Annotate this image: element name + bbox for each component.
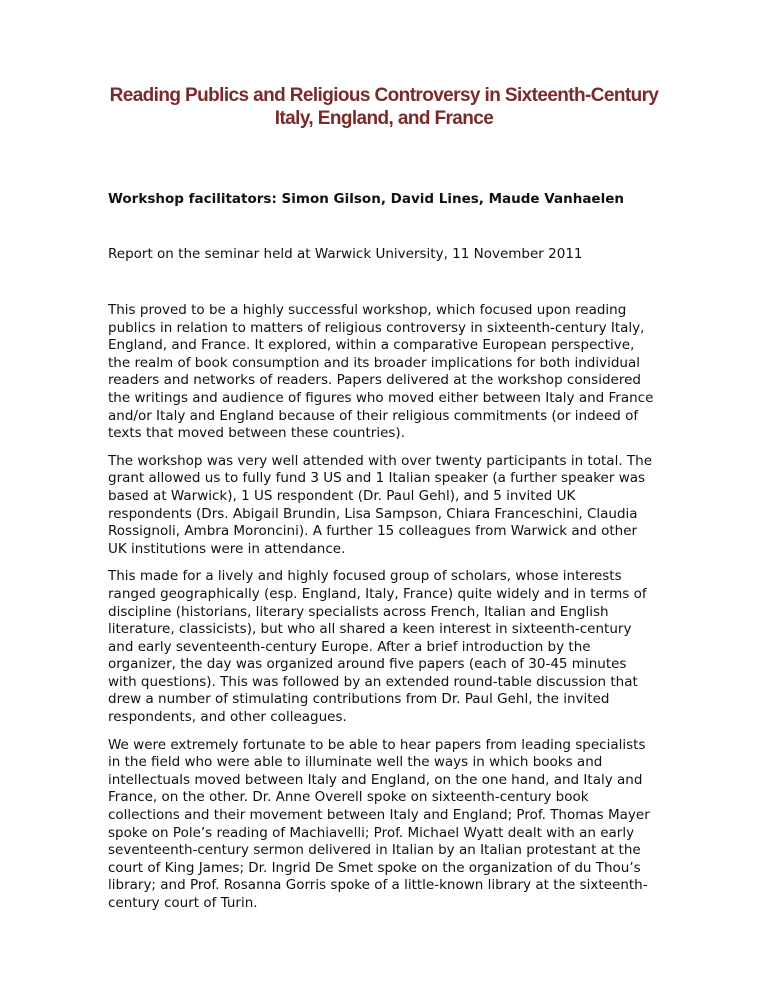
paragraph-line: with questions). This was followed by an extended round-table discussion that: [108, 673, 638, 690]
paragraph-line: the realm of book consumption and its broader implications for both individual: [108, 354, 640, 371]
paragraph-line: seventeenth-century sermon delivered in Italian by an Italian protestant at the: [108, 842, 641, 859]
paragraph-line: and/or Italy and England because of their religious commitments (or indeed of: [108, 407, 639, 424]
paragraph-line: literature, classicists), but who all shared a keen interest in sixteenth-century: [108, 621, 632, 638]
report-body: [108, 302, 668, 923]
paragraph-line: collections and their movement between Italy and England; Prof. Thomas Mayer: [108, 807, 650, 824]
paragraph-line: century court of Turin.: [108, 895, 258, 911]
paragraph-line: court of King James; Dr. Ingrid De Smet spoke on the organization of du Thou’s: [108, 859, 641, 876]
paragraph-line: ranged geographically (esp. England, Italy, France) quite widely and in terms of: [108, 585, 647, 602]
paragraph-line: spoke on Pole’s reading of Machiavelli; Prof. Michael Wyatt dealt with an early: [108, 824, 635, 841]
paragraph-line: Rossignoli, Ambra Moroncini). A further 15 colleagues from Warwick and other: [108, 523, 638, 540]
paragraph-line: This proved to be a highly successful workshop, which focused upon reading: [108, 302, 627, 318]
paragraph-line: the writings and audience of figures who moved either between Italy and France: [108, 389, 654, 406]
title-line: Italy, England, and France: [274, 108, 494, 129]
paragraph-line: France, on the other. Dr. Anne Overell spoke on sixteenth-century book: [108, 789, 589, 806]
paragraph-line: England, and France. It explored, within a comparative European perspective,: [108, 337, 635, 354]
paragraph-line: We were extremely fortunate to be able to hear papers from leading specialists: [108, 736, 646, 753]
paragraph-line: UK institutions were in attendance.: [108, 540, 346, 557]
paragraph-line: grant allowed us to fully fund 3 US and 1 Italian speaker (a further speaker was: [108, 470, 646, 487]
paragraph-line: in the field who were able to illuminate well the ways in which books and: [108, 754, 603, 771]
paragraph-line: The workshop was very well attended with over twenty participants in total. The: [108, 452, 653, 469]
paragraph-line: respondents (Drs. Abigail Brundin, Lisa Sampson, Chiara Franceschini, Claudia: [108, 505, 638, 522]
paragraph-line: readers and networks of readers. Papers delivered at the workshop considered: [108, 372, 641, 389]
document-title: [60, 84, 708, 130]
body-paragraph: [108, 568, 668, 726]
body-paragraph: [108, 737, 668, 913]
paragraph-line: This made for a lively and highly focused group of scholars, whose interests: [108, 568, 622, 585]
paragraph-line: based at Warwick), 1 US respondent (Dr. Paul Gehl), and 5 invited UK: [108, 487, 576, 504]
paragraph-line: respondents, and other colleagues.: [108, 709, 347, 726]
paragraph-line: organizer, the day was organized around five papers (each of 30-45 minutes: [108, 656, 627, 673]
workshop-facilitators: Workshop facilitators: Simon Gilson, David Lines, Maude Vanhaelen: [108, 191, 624, 207]
body-paragraph: [108, 453, 668, 559]
paragraph-line: drew a number of stimulating contributions from Dr. Paul Gehl, the invited: [108, 691, 610, 708]
title-line: Reading Publics and Religious Controversy in Sixteenth-Century: [109, 85, 659, 106]
paragraph-line: library; and Prof. Rosanna Gorris spoke of a little-known library at the sixteenth-: [108, 877, 648, 894]
paragraph-line: intellectuals moved between Italy and England, on the one hand, and Italy and: [108, 771, 643, 788]
paragraph-line: discipline (historians, literary specialists across French, Italian and English: [108, 603, 609, 620]
paragraph-line: publics in relation to matters of religious controversy in sixteenth-century Italy,: [108, 319, 645, 336]
body-paragraph: [108, 302, 668, 443]
report-subtitle: Report on the seminar held at Warwick University, 11 November 2011: [108, 246, 583, 262]
paragraph-line: and early seventeenth-century Europe. After a brief introduction by the: [108, 638, 591, 655]
paragraph-line: texts that moved between these countries).: [108, 425, 405, 442]
